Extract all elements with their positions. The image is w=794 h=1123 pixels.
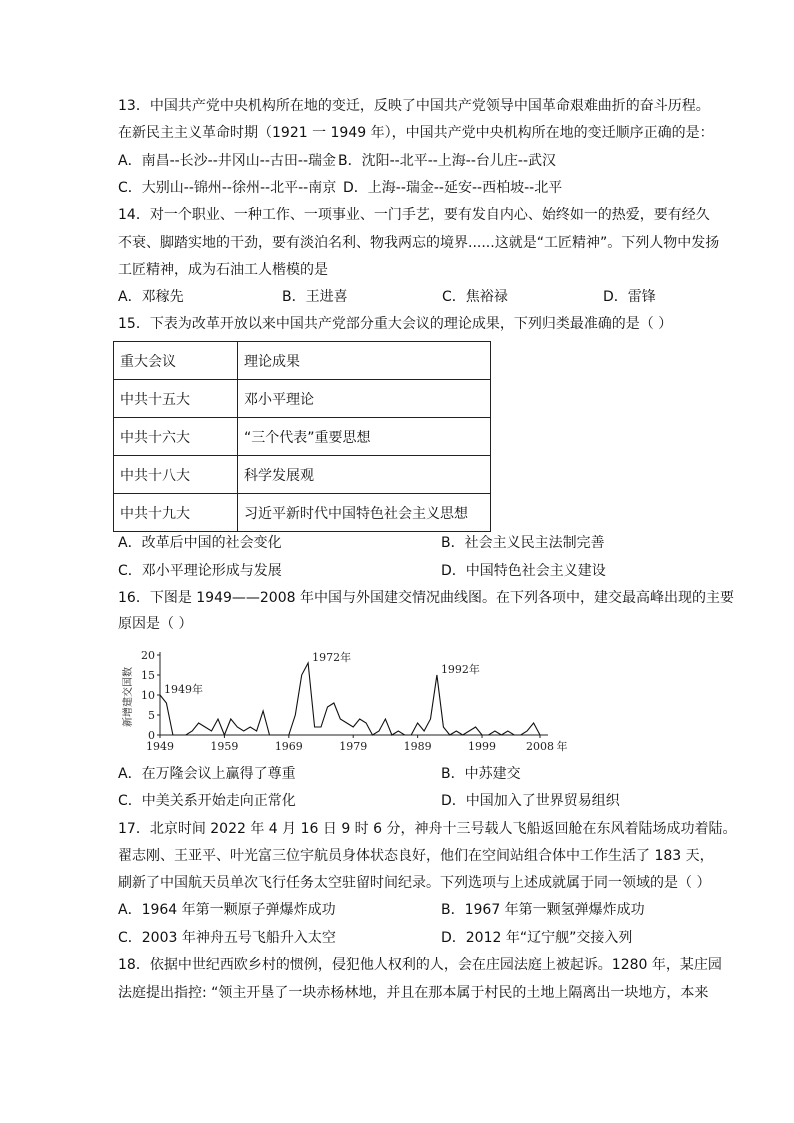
x-tick-label: 1999 [468, 740, 497, 753]
y-tick-label: 0 [148, 729, 155, 742]
q13-option-a: A．南昌--长沙--井冈山--古田--瑞金 [118, 153, 336, 169]
q14-stem-line3: 工匠精神，成为石油工人楷模的是 [118, 262, 328, 278]
q17-option-a: A．1964 年第一颗原子弹爆炸成功 [118, 902, 336, 918]
q15-stem: 15．下表为改革开放以来中国共产党部分重大会议的理论成果，下列归类最准确的是（ ） [118, 316, 673, 332]
x-axis-label: 年 [556, 740, 568, 753]
q15-option-c: C．邓小平理论形成与发展 [118, 563, 282, 579]
table-row [114, 380, 491, 418]
q17-stem-line2: 翟志刚、王亚平、叶光富三位宇航员身体状态良好，他们在空间站组合体中工作生活了 183 天， [118, 848, 714, 864]
table-header-cell: 重大会议 [114, 342, 238, 380]
q16-option-d: D．中国加入了世界贸易组织 [441, 793, 620, 809]
table-cell: 中共十五大 [114, 380, 238, 418]
table-row [114, 494, 491, 532]
table-header-row [114, 342, 491, 380]
q16-stem-line2: 原因是（ ） [118, 616, 193, 632]
x-tick-label: 1949 [146, 740, 174, 753]
q13-stem-line1: 13．中国共产党中央机构所在地的变迁，反映了中国共产党领导中国革命艰难曲折的奋斗历程。 [118, 98, 710, 114]
diplomatic-relations-chart [118, 640, 588, 758]
q18-stem-line2: 法庭提出指控: “领主开垦了一块赤杨林地，并且在那本属于村民的土地上隔离出一块地方，本来 [118, 985, 709, 1001]
q14-option-c: C．焦裕禄 [442, 289, 508, 305]
y-axis-label: 新增建交国数 [123, 667, 134, 727]
x-tick-label: 1959 [210, 740, 239, 753]
table-cell: “三个代表”重要思想 [238, 418, 491, 456]
q17-stem-line1: 17．北京时间 2022 年 4 月 16 日 9 时 6 分，神舟十三号载人飞船返回舱在东风着陆场成功着陆。 [118, 821, 737, 837]
table-row [114, 418, 491, 456]
table-cell: 科学发展观 [238, 456, 491, 494]
table-header-cell: 理论成果 [238, 342, 491, 380]
x-tick-label: 2008 [526, 740, 554, 753]
x-tick-label: 1989 [403, 740, 432, 753]
series-line [160, 663, 540, 735]
q15-option-b: B．社会主义民主法制完善 [441, 535, 605, 551]
annotation-label: 1972年 [312, 651, 352, 664]
table-cell: 邓小平理论 [238, 380, 491, 418]
x-tick-label: 1979 [339, 740, 368, 753]
table-row [114, 456, 491, 494]
q17-option-b: B．1967 年第一颗氢弹爆炸成功 [441, 902, 645, 918]
q13-option-b: B．沈阳--北平--上海--台儿庄--武汉 [338, 153, 557, 169]
q14-option-d: D．雷锋 [603, 289, 656, 305]
q15-table [113, 341, 491, 532]
annotation-label: 1949年 [164, 683, 203, 696]
q13-stem-line2: 在新民主主义革命时期（1921 一 1949 年），中国共产党中央机构所在地的变迁顺序正确的是： [118, 125, 714, 141]
y-tick-label: 20 [141, 649, 155, 662]
q16-stem-line1: 16．下图是 1949——2008 年中国与外国建交情况曲线图。在下列各项中，建交最高峰出现的主要 [118, 590, 734, 606]
table-cell: 中共十九大 [114, 494, 238, 532]
q14-option-a: A．邓稼先 [118, 289, 184, 305]
q13-option-c: C．大别山--锦州--徐州--北平--南京 [118, 180, 337, 196]
q13-option-d: D．上海--瑞金--延安--西柏坡--北平 [343, 180, 563, 196]
q18-stem-line1: 18．依据中世纪西欧乡村的惯例，侵犯他人权利的人，会在庄园法庭上被起诉。1280 年，某庄园 [118, 957, 722, 973]
q17-stem-line3: 刷新了中国航天员单次飞行任务太空驻留时间纪录。下列选项与上述成就属于同一领域的是（ ） [118, 875, 711, 891]
x-tick-label: 1969 [274, 740, 303, 753]
q16-option-b: B．中苏建交 [441, 766, 521, 782]
q14-stem-line1: 14．对一个职业、一种工作、一项事业、一门手艺，要有发自内心、始终如一的热爱，要有经久 [118, 207, 710, 223]
q17-option-c: C．2003 年神舟五号飞船升入太空 [118, 930, 336, 946]
table-cell: 中共十六大 [114, 418, 238, 456]
table-cell: 习近平新时代中国特色社会主义思想 [238, 494, 491, 532]
q16-option-c: C．中美关系开始走向正常化 [118, 793, 296, 809]
y-tick-label: 15 [141, 669, 155, 682]
y-tick-label: 5 [148, 709, 155, 722]
y-tick-label: 10 [141, 689, 155, 702]
q15-option-a: A．改革后中国的社会变化 [118, 535, 282, 551]
q16-option-a: A．在万隆会议上赢得了尊重 [118, 766, 296, 782]
q14-stem-line2: 不衰、脚踏实地的干劲，要有淡泊名利、物我两忘的境界......这就是“工匠精神”。下列人物中发扬 [118, 235, 720, 251]
q14-option-b: B．王进喜 [282, 289, 348, 305]
q15-option-d: D．中国特色社会主义建设 [441, 563, 606, 579]
annotation-label: 1992年 [440, 663, 480, 676]
table-cell: 中共十八大 [114, 456, 238, 494]
q17-option-d: D．2012 年“辽宁舰”交接入列 [441, 930, 633, 946]
